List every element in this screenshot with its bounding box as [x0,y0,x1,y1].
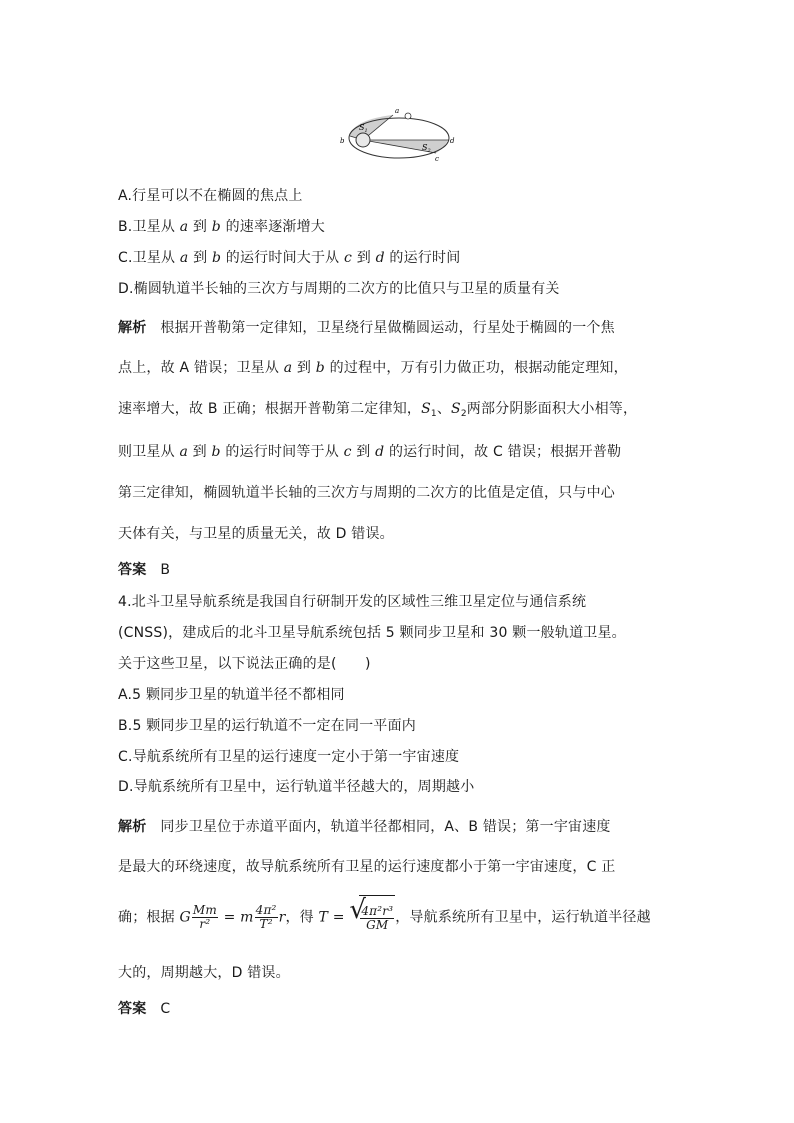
q3-answer [118,560,170,580]
planet-circle [356,133,370,147]
q3-option-a: A.行星可以不在椭圆的焦点上 [118,188,303,204]
q3-analysis-line-6: 天体有关，与卫星的质量无关，故 D 错误。 [118,526,394,542]
label-b: b [340,137,345,145]
fraction-4pi2-t2: $\frac{\text{4π²}}{\text{T²}}$ [255,903,277,931]
orbit-diagram [338,106,458,168]
q4-analysis-line-4: 大的，周期越大，D 错误。 [118,965,290,981]
answer-label: 答案 [118,562,147,578]
q4-answer [118,999,170,1019]
sqrt-expression [349,895,395,940]
q3-option-b: B.卫星从 a 到 b 的速率逐渐增大 [118,219,326,235]
q4-option-b: B.5 颗同步卫星的运行轨道不一定在同一平面内 [118,718,417,734]
q3-option-c: C.卫星从 a 到 b 的运行时间大于从 c 到 d 的运行时间 [118,250,461,266]
satellite-circle [405,113,411,119]
label-c: c [435,155,439,163]
answer-value: B [160,562,171,578]
orbit-svg [338,106,458,168]
fraction-mm-r2: $\frac{Mm}{\text{r²}}$ [192,903,217,931]
q3-analysis-line-4: 则卫星从 a 到 b 的运行时间等于从 c 到 d 的运行时间，故 C 错误；根据开普勒 [118,444,622,460]
q4-analysis-line-1: 解析 同步卫星位于赤道平面内，轨道半径都相同，A、B 错误；第一宇宙速度 [118,819,611,835]
q3-analysis-line-5: 第三定律知，椭圆轨道半长轴的三次方与周期的二次方的比值是定值，只与中心 [118,485,615,501]
q4-stem-line-2: (CNSS)，建成后的北斗卫星导航系统包括 5 颗同步卫星和 30 颗一般轨道卫星。 [118,625,626,641]
q3-analysis-line-1: 解析 根据开普勒第一定律知，卫星绕行星做椭圆运动，行星处于椭圆的一个焦 [118,320,615,336]
label-d: d [450,137,455,145]
q4-option-d: D.导航系统所有卫星中，运行轨道半径越大的，周期越小 [118,779,475,795]
answer-label: 答案 [118,1001,147,1017]
analysis-label: 解析 [118,819,147,835]
label-s1: $S_1$ [359,123,368,134]
answer-value: C [160,1001,171,1017]
q4-option-a: A.5 颗同步卫星的轨道半径不都相同 [118,687,345,703]
fraction-4pi2r3-gm: $\frac{\text{4π²r³}}{GM}$ [361,903,394,932]
q4-stem-line-1: 4.北斗卫星导航系统是我国自行研制开发的区域性三维卫星定位与通信系统 [118,594,587,610]
label-a: a [395,107,400,115]
q4-stem-line-3: 关于这些卫星，以下说法正确的是( ) [118,656,371,672]
q3-analysis-line-2: 点上，故 A 错误；卫星从 a 到 b 的过程中，万有引力做正功，根据动能定理知， [118,360,628,376]
q4-analysis-line-2: 是最大的环绕速度，故导航系统所有卫星的运行速度都小于第一宇宙速度，C 正 [118,859,616,875]
radical-sign: √ [349,895,367,925]
q3-option-d: D.椭圆轨道半长轴的三次方与周期的二次方的比值只与卫星的质量有关 [118,281,560,297]
q4-analysis-line-3: 确；根据 G $\frac{Mm}{\text{r²}}$ = m $\frac{\text{4π²}}{\text{T²}}$ r，得 T = √ $\frac{\text{4π²r³}}{GM}$ ，导航系统所有卫星中，运行轨道半径越 [118,895,651,939]
q4-option-c: C.导航系统所有卫星的运行速度一定小于第一宇宙速度 [118,749,460,765]
label-s2: $S_2$ [422,143,431,154]
q3-analysis-line-3: 速率增大，故 B 正确；根据开普勒第二定律知，$S_1$、$S_2$两部分阴影面积大小相等， [118,401,638,419]
analysis-label: 解析 [118,320,147,336]
